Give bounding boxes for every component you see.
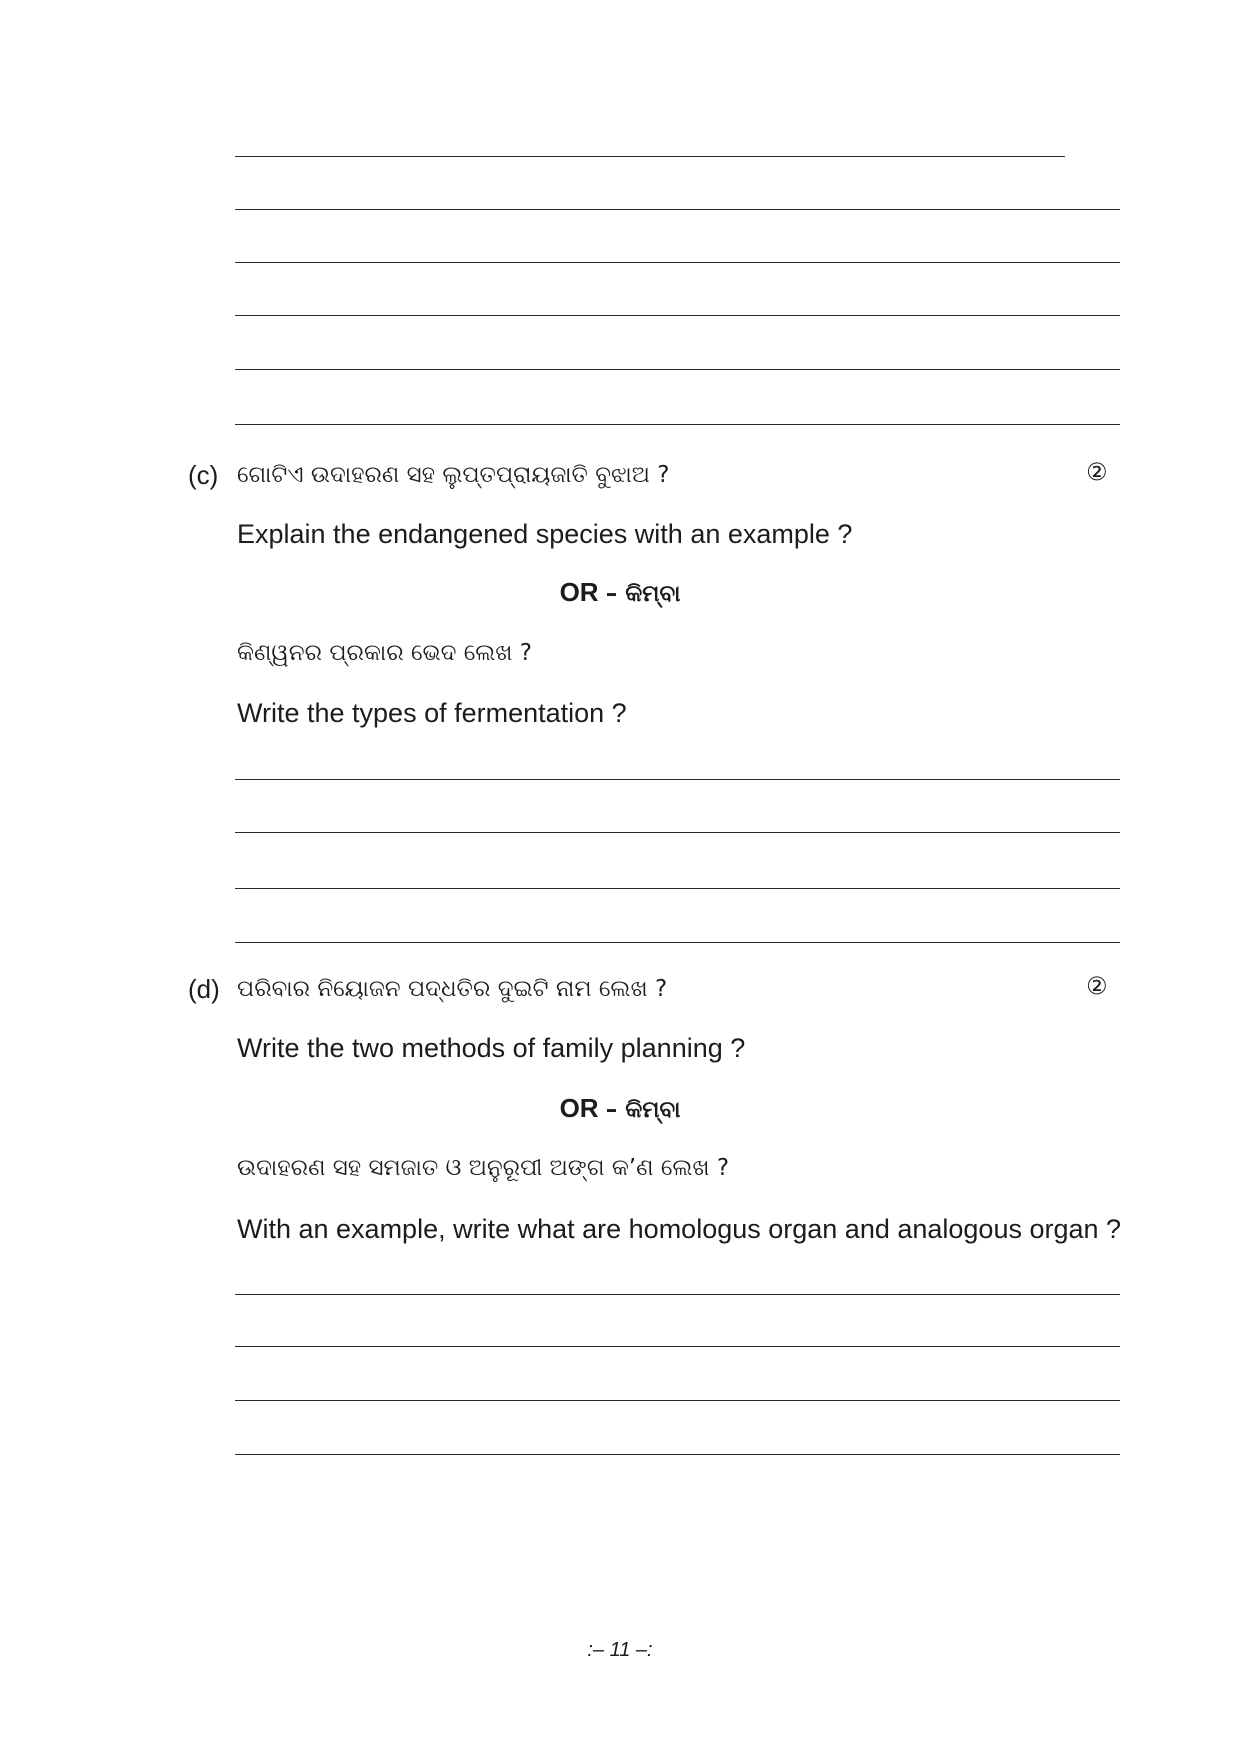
or-translation: – କିମ୍ବା xyxy=(605,1097,681,1123)
answer-line xyxy=(235,262,1120,263)
answer-line xyxy=(235,832,1120,833)
question-label: (d) xyxy=(188,974,220,1004)
question-label: (c) xyxy=(188,460,219,490)
answer-line xyxy=(235,779,1120,780)
or-word: OR xyxy=(559,577,599,607)
alternate-prompt-odia: କିଣ୍ୱନର ପ୍ରକାର ଭେଦ ଲେଖ ? xyxy=(237,640,532,666)
answer-line xyxy=(235,315,1120,316)
alternate-prompt-english: With an example, write what are homologus organ and analogous organ ? xyxy=(237,1214,1122,1244)
question-prompt-english: Explain the endangened species with an example ? xyxy=(237,519,853,549)
or-translation: – କିମ୍ବା xyxy=(605,581,681,607)
alternate-prompt-odia: ଉଦାହରଣ ସହ ସମଜାତ ଓ ଅନୁରୂପୀ ଅଙ୍ଗ କ’ଣ ଲେଖ ? xyxy=(237,1155,730,1181)
answer-line xyxy=(235,424,1120,425)
answer-line xyxy=(235,1346,1120,1347)
answer-line xyxy=(235,209,1120,210)
marks-badge: ② xyxy=(1086,972,1108,1000)
answer-line xyxy=(235,942,1120,943)
or-separator xyxy=(0,576,1240,610)
answer-line xyxy=(235,1294,1120,1295)
or-separator xyxy=(0,1092,1240,1126)
alternate-prompt-english: Write the types of fermentation ? xyxy=(237,698,627,728)
answer-line xyxy=(235,888,1120,889)
or-word: OR xyxy=(559,1093,599,1123)
question-prompt-odia: ଗୋଟିଏ ଉଦାହରଣ ସହ ଲୁପ୍ତପ୍ରାୟଜାତି ବୁଝାଅ ? xyxy=(237,462,670,488)
marks-badge: ② xyxy=(1086,458,1108,486)
answer-line xyxy=(235,1400,1120,1401)
answer-line xyxy=(235,156,1065,157)
question-prompt-english: Write the two methods of family planning ? xyxy=(237,1033,746,1063)
answer-line xyxy=(235,1454,1120,1455)
answer-line xyxy=(235,369,1120,370)
question-prompt-odia: ପରିବାର ନିୟୋଜନ ପଦ୍ଧତିର ଦୁଇଟି ନାମ ଲେଖ ? xyxy=(237,976,668,1002)
page-number: :– 11 –: xyxy=(587,1639,653,1661)
